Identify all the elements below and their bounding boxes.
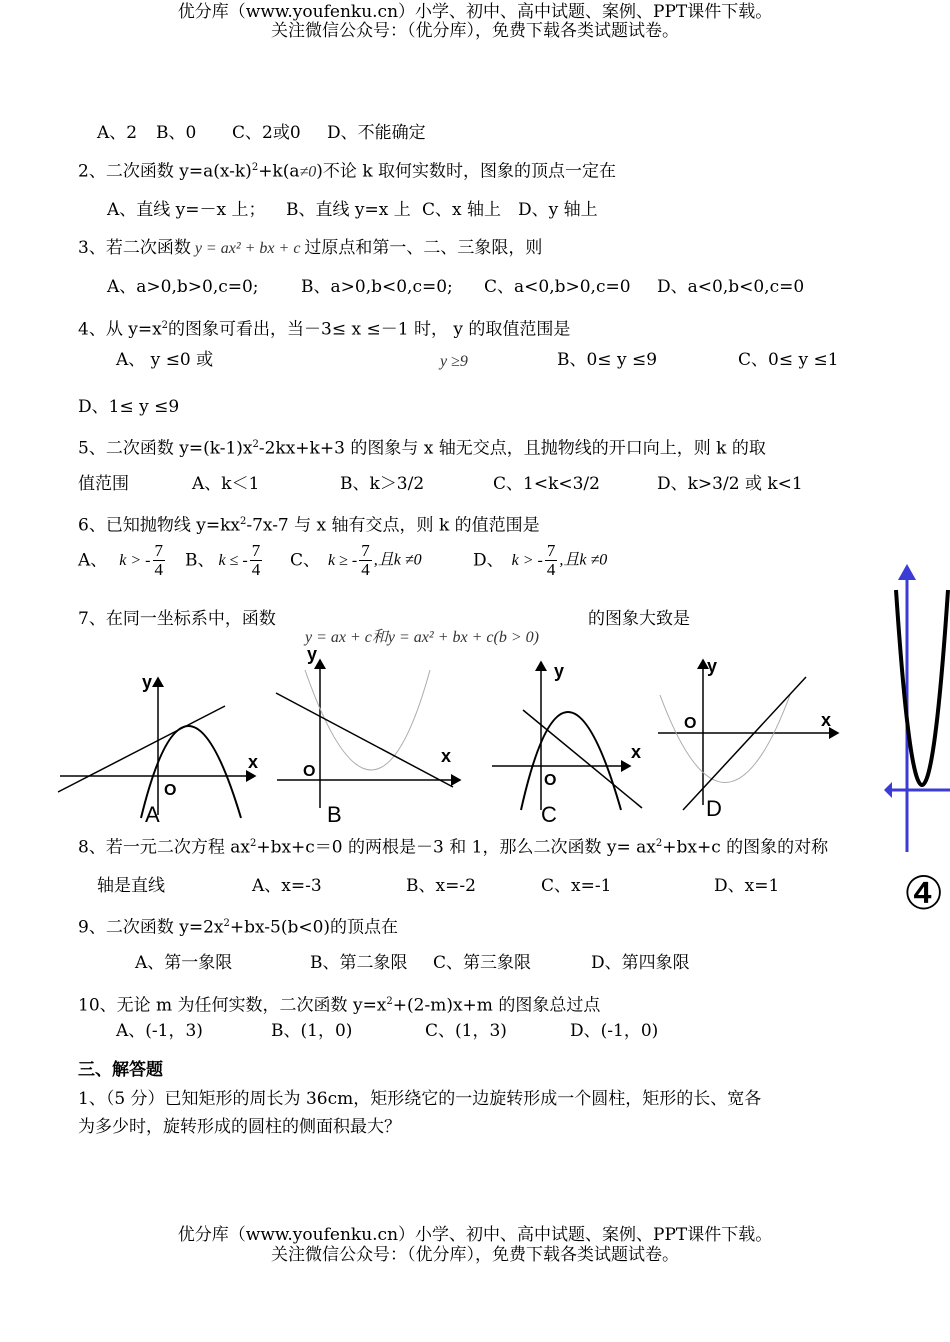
q7-formula: y = ax + c和y = ax² + bx + c(b > 0) [305,629,539,646]
q2-option-c: C、x 轴上 [422,200,501,220]
q2-option-d: D、y 轴上 [518,200,598,220]
graph-c-y-label: y [554,661,565,681]
q6-option-c: C、 k ≥ - $\frac{7}{4}$ ,且k ≠0 [290,541,422,579]
q5-option-d: D、k>3/2 或 k<1 [657,474,803,494]
q6-stem: 6、已知抛物线 $y=kx^2-7x-7$ 与 x 轴有交点，则 k 的值范围是 [78,515,540,536]
q2-stem: 2、二次函数 $y=a(x-k)^2+k(a\ne 0)$不论 k 取何实数时，图象的顶点一定在 [78,161,617,182]
q3-option-a: A、a>0,b>0,c=0; [107,277,259,297]
q1-option-c: C、2或0 [232,123,301,143]
graph-b-y-label: y [307,644,318,664]
graph-b-label: B [327,802,342,827]
q8-option-d: D、x=1 [714,876,780,896]
q8-option-c: C、x=-1 [541,876,612,896]
graph-d [658,656,838,821]
q4-option-d: D、1≤ y ≤9 [78,397,180,417]
section-3-problem-1-line-2: 为多少时，旋转形成的圆柱的侧面积最大？ [78,1117,401,1137]
q10-option-c: C、(1，3) [425,1021,507,1041]
graph-c-x-label: x [631,742,642,762]
graph-c-parabola [521,712,621,810]
q9-stem: 9、二次函数 $y=2x^2+bx-5(b<0)$的顶点在 [78,917,399,938]
q10-option-a: A、(-1，3) [116,1021,203,1041]
q6-option-b: B、 k ≤ - $\frac{7}{4}$ [185,541,261,579]
q3-option-d: D、a<0,b<0,c=0 [657,277,805,297]
q3-stem: 3、若二次函数 y = ax² + bx + c 过原点和第一、二、三象限，则 [78,238,543,258]
q8-option-a: A、x=-3 [252,876,322,896]
graph-d-y-label: y [707,656,718,676]
graph-b-parabola [305,670,430,770]
side-circled-number: ④ [903,866,945,920]
graph-d-line [683,677,806,810]
graph-a-x-label: x [248,752,259,772]
q1-option-d: D、不能确定 [327,123,426,143]
graph-c-label: C [541,802,557,827]
q9-option-d: D、第四象限 [591,953,690,973]
q5-option-c: C、1<k<3/2 [493,474,600,494]
graph-d-parabola [660,695,790,783]
q3-formula: y = ax² + bx + c [194,240,301,257]
q5-stem: 5、二次函数 $y=(k-1)x^2-2kx+k+3$ 的图象与 x 轴无交点，且抛物线的开口向上，则 k 的取 [78,438,766,459]
q4-option-a-formula: y ≥9 [440,353,468,370]
q6-option-d: D、 k > - $\frac{7}{4}$ ,且k ≠0 [473,541,608,579]
q6-option-a: A、 k > - $\frac{7}{4}$ [78,541,164,579]
graph-a-origin-label: O [164,782,177,799]
header-line-1: 优分库（www.youfenku.cn）小学、初中、高中试题、案例、PPT课件下载。 [177,2,773,22]
q2-option-b: B、直线 y=x 上 [286,200,411,220]
side-parabola [896,590,948,785]
q10-stem: 10、无论 m 为任何实数，二次函数 $y=x^2+(2-m)x+m$ 的图象总过点 [78,995,601,1016]
q1-option-b: B、0 [156,123,197,143]
q4-option-c: C、0≤ y ≤1 [738,350,839,370]
q7-stem-b: 的图象大致是 [588,609,690,629]
graph-a-y-label: y [142,672,153,692]
footer-line-2: 关注微信公众号：（优分库），免费下载各类试题试卷。 [271,1245,679,1265]
section-3-title: 三、解答题 [78,1060,163,1080]
q3-option-c: C、a<0,b>0,c=0 [484,277,631,297]
section-3-problem-1-line-1: 1、（5 分）已知矩形的周长为 36cm，矩形绕它的一边旋转形成一个圆柱，矩形的长、宽各 [78,1089,762,1109]
q7-stem-a: 7、在同一坐标系中，函数 [78,609,276,629]
q2-option-a: A、直线 y=－x 上； [107,200,266,220]
q10-option-d: D、(-1，0) [570,1021,659,1041]
graph-a-label: A [145,802,160,827]
graph-d-origin-label: O [684,715,697,732]
q7-graphs [55,640,865,830]
q5-option-a: A、k＜1 [192,474,260,494]
graph-b-x-label: x [441,746,452,766]
q9-option-a: A、第一象限 [135,953,233,973]
q5-stem-line-2: 值范围 [78,474,129,494]
graph-b-origin-label: O [303,763,316,780]
q1-option-a: A、2 [97,123,138,143]
q10-option-b: B、(1，0) [271,1021,353,1041]
q3-option-b: B、a>0,b<0,c=0; [301,277,453,297]
q8-option-b: B、x=-2 [406,876,476,896]
graph-d-x-label: x [821,710,832,730]
graph-c [492,661,642,827]
q4-stem: 4、从 $y=x^2$的图象可看出，当－3≤ x ≤－1 时， y 的取值范围是 [78,319,571,340]
graph-b [276,644,460,827]
q5-option-b: B、k＞3/2 [340,474,425,494]
q9-option-b: B、第二象限 [310,953,408,973]
side-axis-graphic [880,560,950,860]
header-line-2: 关注微信公众号：（优分库），免费下载各类试题试卷。 [271,21,679,41]
q9-option-c: C、第三象限 [433,953,532,973]
graph-c-origin-label: O [544,772,557,789]
q8-stem-line-2: 轴是直线 [97,876,165,896]
q4-option-b: B、0≤ y ≤9 [557,350,658,370]
q8-stem: 8、若一元二次方程 $ax^2+bx+c=0$ 的两根是－3 和 1，那么二次函数 $y= ax^2+bx+c$ 的图象的对称 [78,837,829,858]
graph-a [58,672,258,827]
q4-option-a: A、 y ≤0 或 [116,350,214,370]
footer-line-1: 优分库（www.youfenku.cn）小学、初中、高中试题、案例、PPT课件下载。 [177,1225,773,1245]
graph-d-label: D [706,796,722,821]
graph-a-line [58,706,225,792]
